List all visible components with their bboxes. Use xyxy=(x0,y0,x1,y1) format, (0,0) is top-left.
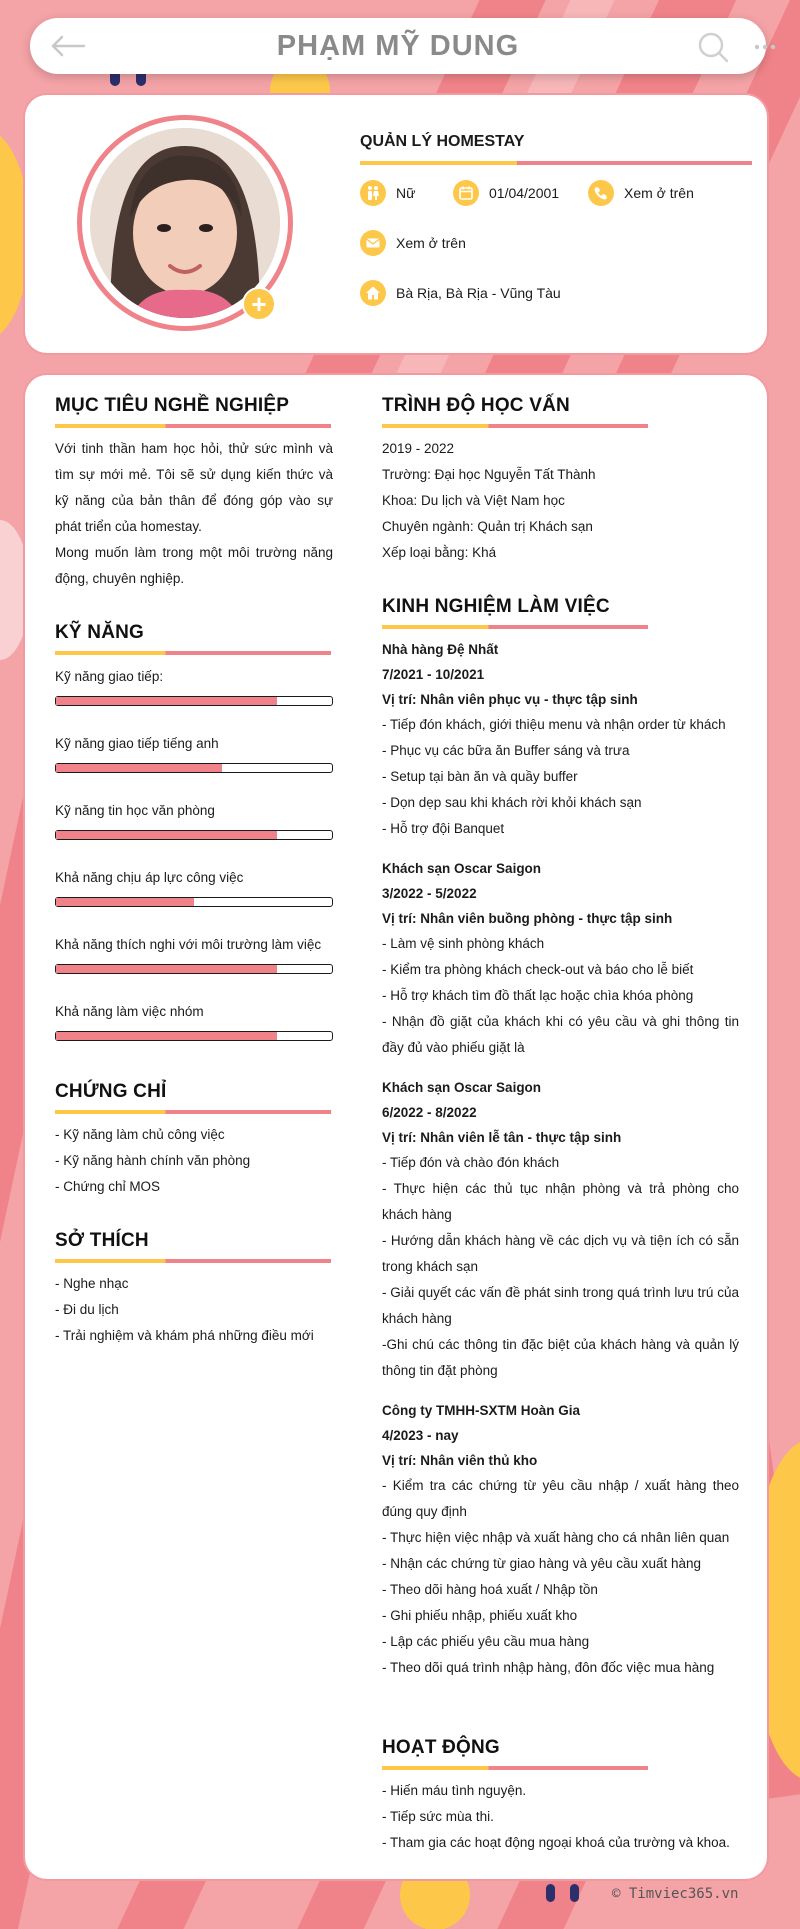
section-underline xyxy=(55,424,331,428)
task-item: - Theo dõi hàng hoá xuất / Nhập tồn xyxy=(382,1582,598,1597)
email-value: Xem ở trên xyxy=(396,235,466,251)
skill-label: Khả năng chịu áp lực công việc xyxy=(55,870,244,885)
skill-bar-fill xyxy=(56,831,277,839)
skill-label: Kỹ năng giao tiếp tiếng anh xyxy=(55,736,219,751)
hobbies-heading: SỞ THÍCH xyxy=(55,1230,149,1251)
gender-icon xyxy=(360,180,386,206)
section-underline xyxy=(55,651,331,655)
activity-item: - Tiếp sức mùa thi. xyxy=(382,1809,494,1824)
task-item: - Thực hiện các thủ tục nhận phòng và trả phòng cho khách hàng xyxy=(382,1181,739,1222)
task-item: - Hỗ trợ đội Banquet xyxy=(382,821,505,836)
education-line: Trường: Đại học Nguyễn Tất Thành xyxy=(382,467,596,482)
job-position: Vị trí: Nhân viên lễ tân - thực tập sinh xyxy=(382,1130,622,1145)
skill-label: Kỹ năng tin học văn phòng xyxy=(55,803,215,818)
address-value: Bà Rịa, Bà Rịa - Vũng Tàu xyxy=(396,285,561,301)
education-line: Xếp loại bằng: Khá xyxy=(382,545,497,560)
task-item: - Làm vệ sinh phòng khách xyxy=(382,936,545,951)
company-name: Công ty TMHH-SXTM Hoàn Gia xyxy=(382,1403,580,1418)
career-paragraph: Với tinh thần ham học hỏi, thử sức mình và tìm sự mới mẻ. Tôi sẽ sử dụng kiến thức và kỹ năng của bản thân để đóng góp vào sự phát triển của homestay. xyxy=(55,441,333,534)
job-position: Vị trí: Nhân viên thủ kho xyxy=(382,1453,538,1468)
resume-body-card xyxy=(25,375,767,1879)
task-item: - Theo dõi quá trình nhập hàng, đôn đốc việc mua hàng xyxy=(382,1660,715,1675)
task-item: - Thực hiện việc nhập và xuất hàng cho cá nhân liên quan xyxy=(382,1530,730,1545)
company-name: Khách sạn Oscar Saigon xyxy=(382,861,542,876)
skill-bar-fill xyxy=(56,764,222,772)
more-options-icon[interactable] xyxy=(748,30,782,64)
hobby-item: - Trải nghiệm và khám phá những điều mới xyxy=(55,1328,314,1343)
email-row xyxy=(360,230,466,256)
task-item: - Nhận đồ giặt của khách khi có yêu cầu và ghi thông tin đầy đủ vào phiếu giặt là xyxy=(382,1014,739,1055)
task-item: - Tiếp đón và chào đón khách xyxy=(382,1155,560,1170)
task-item: -Ghi chú các thông tin đặc biệt của khách hàng và quản lý thông tin đặt phòng xyxy=(382,1337,739,1378)
left-column xyxy=(55,395,333,1349)
skill-bar-fill xyxy=(56,1032,277,1040)
certificates-heading: CHỨNG CHỈ xyxy=(55,1081,167,1102)
task-item: - Nhận các chứng từ giao hàng và yêu cầu xuất hàng xyxy=(382,1556,702,1571)
work-period: 4/2023 - nay xyxy=(382,1428,459,1443)
work-period: 7/2021 - 10/2021 xyxy=(382,667,485,682)
candidate-name: PHẠM MỸ DUNG xyxy=(276,30,520,62)
skill-bar xyxy=(55,830,333,840)
section-underline xyxy=(382,424,648,428)
skill-bar xyxy=(55,696,333,706)
activities-list xyxy=(382,1778,739,1856)
top-bar xyxy=(30,18,766,74)
career-objective-text xyxy=(55,436,333,592)
work-period: 3/2022 - 5/2022 xyxy=(382,886,477,901)
task-item: - Ghi phiếu nhập, phiếu xuất kho xyxy=(382,1608,578,1623)
phone-icon xyxy=(588,180,614,206)
education-details xyxy=(382,436,739,566)
skill-label: Kỹ năng giao tiếp: xyxy=(55,669,164,684)
skill-bar-fill xyxy=(56,697,277,705)
experience-entry xyxy=(382,637,739,842)
gender-row xyxy=(360,180,415,206)
education-heading: TRÌNH ĐỘ HỌC VẤN xyxy=(382,395,570,416)
section-underline xyxy=(382,1766,648,1770)
education-line: 2019 - 2022 xyxy=(382,441,455,456)
task-item: - Dọn dẹp sau khi khách rời khỏi khách sạn xyxy=(382,795,642,810)
task-item: - Giải quyết các vấn đề phát sinh trong quá trình lưu trú của khách hàng xyxy=(382,1285,739,1326)
job-position: Vị trí: Nhân viên phục vụ - thực tập sinh xyxy=(382,692,638,707)
certificate-item: - Chứng chỉ MOS xyxy=(55,1179,161,1194)
certificate-item: - Kỹ năng hành chính văn phòng xyxy=(55,1153,251,1168)
career-objective-heading: MỤC TIÊU NGHỀ NGHIỆP xyxy=(55,395,290,416)
skill-bar-fill xyxy=(56,965,277,973)
task-item: - Kiểm tra phòng khách check-out và báo cho lễ biết xyxy=(382,962,694,977)
section-underline xyxy=(55,1259,331,1263)
phone-row xyxy=(588,180,694,206)
experience-entry xyxy=(382,856,739,1061)
address-row xyxy=(360,280,561,306)
task-item: - Tiếp đón khách, giới thiệu menu và nhận order từ khách xyxy=(382,717,726,732)
search-icon[interactable] xyxy=(696,30,730,64)
job-position: Vị trí: Nhân viên buồng phòng - thực tập sinh xyxy=(382,911,673,926)
experience-entry xyxy=(382,1075,739,1384)
skill-bar xyxy=(55,763,333,773)
company-name: Nhà hàng Đệ Nhất xyxy=(382,642,499,657)
skill-bar xyxy=(55,1031,333,1041)
task-item: - Phục vụ các bữa ăn Buffer sáng và trưa xyxy=(382,743,630,758)
certificates-list xyxy=(55,1122,333,1200)
hobbies-list xyxy=(55,1271,333,1349)
task-item: - Hướng dẫn khách hàng về các dịch vụ và tiện ích có sẵn trong khách sạn xyxy=(382,1233,739,1274)
experience-heading: KINH NGHIỆM LÀM VIỆC xyxy=(382,596,610,617)
certificate-item: - Kỹ năng làm chủ công việc xyxy=(55,1127,225,1142)
experience-entry xyxy=(382,1398,739,1681)
calendar-icon xyxy=(453,180,479,206)
job-title: QUẢN LÝ HOMESTAY xyxy=(360,133,525,150)
skill-bar xyxy=(55,897,333,907)
education-line: Khoa: Du lịch và Việt Nam học xyxy=(382,493,565,508)
skill-bar-fill xyxy=(56,898,194,906)
birthday-value: 01/04/2001 xyxy=(489,185,560,201)
birthday-row xyxy=(453,180,559,206)
job-title-underline xyxy=(360,161,752,165)
hobby-item: - Đi du lịch xyxy=(55,1302,119,1317)
education-line: Chuyên ngành: Quản trị Khách sạn xyxy=(382,519,593,534)
hobby-item: - Nghe nhạc xyxy=(55,1276,129,1291)
activity-item: - Hiến máu tình nguyện. xyxy=(382,1783,527,1798)
task-item: - Kiểm tra các chứng từ yêu cầu nhập / xuất hàng theo đúng quy định xyxy=(382,1478,739,1519)
skill-label: Khả năng làm việc nhóm xyxy=(55,1004,204,1019)
skill-label: Khả năng thích nghi với môi trường làm việc xyxy=(55,937,322,952)
phone-value: Xem ở trên xyxy=(624,185,694,201)
add-photo-button[interactable]: + xyxy=(242,287,276,321)
profile-header-card xyxy=(25,95,767,353)
task-item: - Hỗ trợ khách tìm đồ thất lạc hoặc chìa khóa phòng xyxy=(382,988,694,1003)
skill-bar xyxy=(55,964,333,974)
skills-heading: KỸ NĂNG xyxy=(55,622,145,643)
work-period: 6/2022 - 8/2022 xyxy=(382,1105,477,1120)
task-item: - Setup tại bàn ăn và quầy buffer xyxy=(382,769,578,784)
activities-heading: HOẠT ĐỘNG xyxy=(382,1737,500,1758)
section-underline xyxy=(382,625,648,629)
email-icon xyxy=(360,230,386,256)
right-column xyxy=(382,395,739,1856)
task-item: - Lập các phiếu yêu cầu mua hàng xyxy=(382,1634,590,1649)
career-paragraph: Mong muốn làm trong một môi trường năng động, chuyên nghiệp. xyxy=(55,545,333,586)
section-underline xyxy=(55,1110,331,1114)
activity-item: - Tham gia các hoạt động ngoại khoá của trường và khoa. xyxy=(382,1835,730,1850)
watermark: © Timviec365.vn xyxy=(612,1886,739,1902)
company-name: Khách sạn Oscar Saigon xyxy=(382,1080,542,1095)
home-icon xyxy=(360,280,386,306)
skills-list xyxy=(55,669,333,1041)
gender-value: Nữ xyxy=(396,185,416,201)
